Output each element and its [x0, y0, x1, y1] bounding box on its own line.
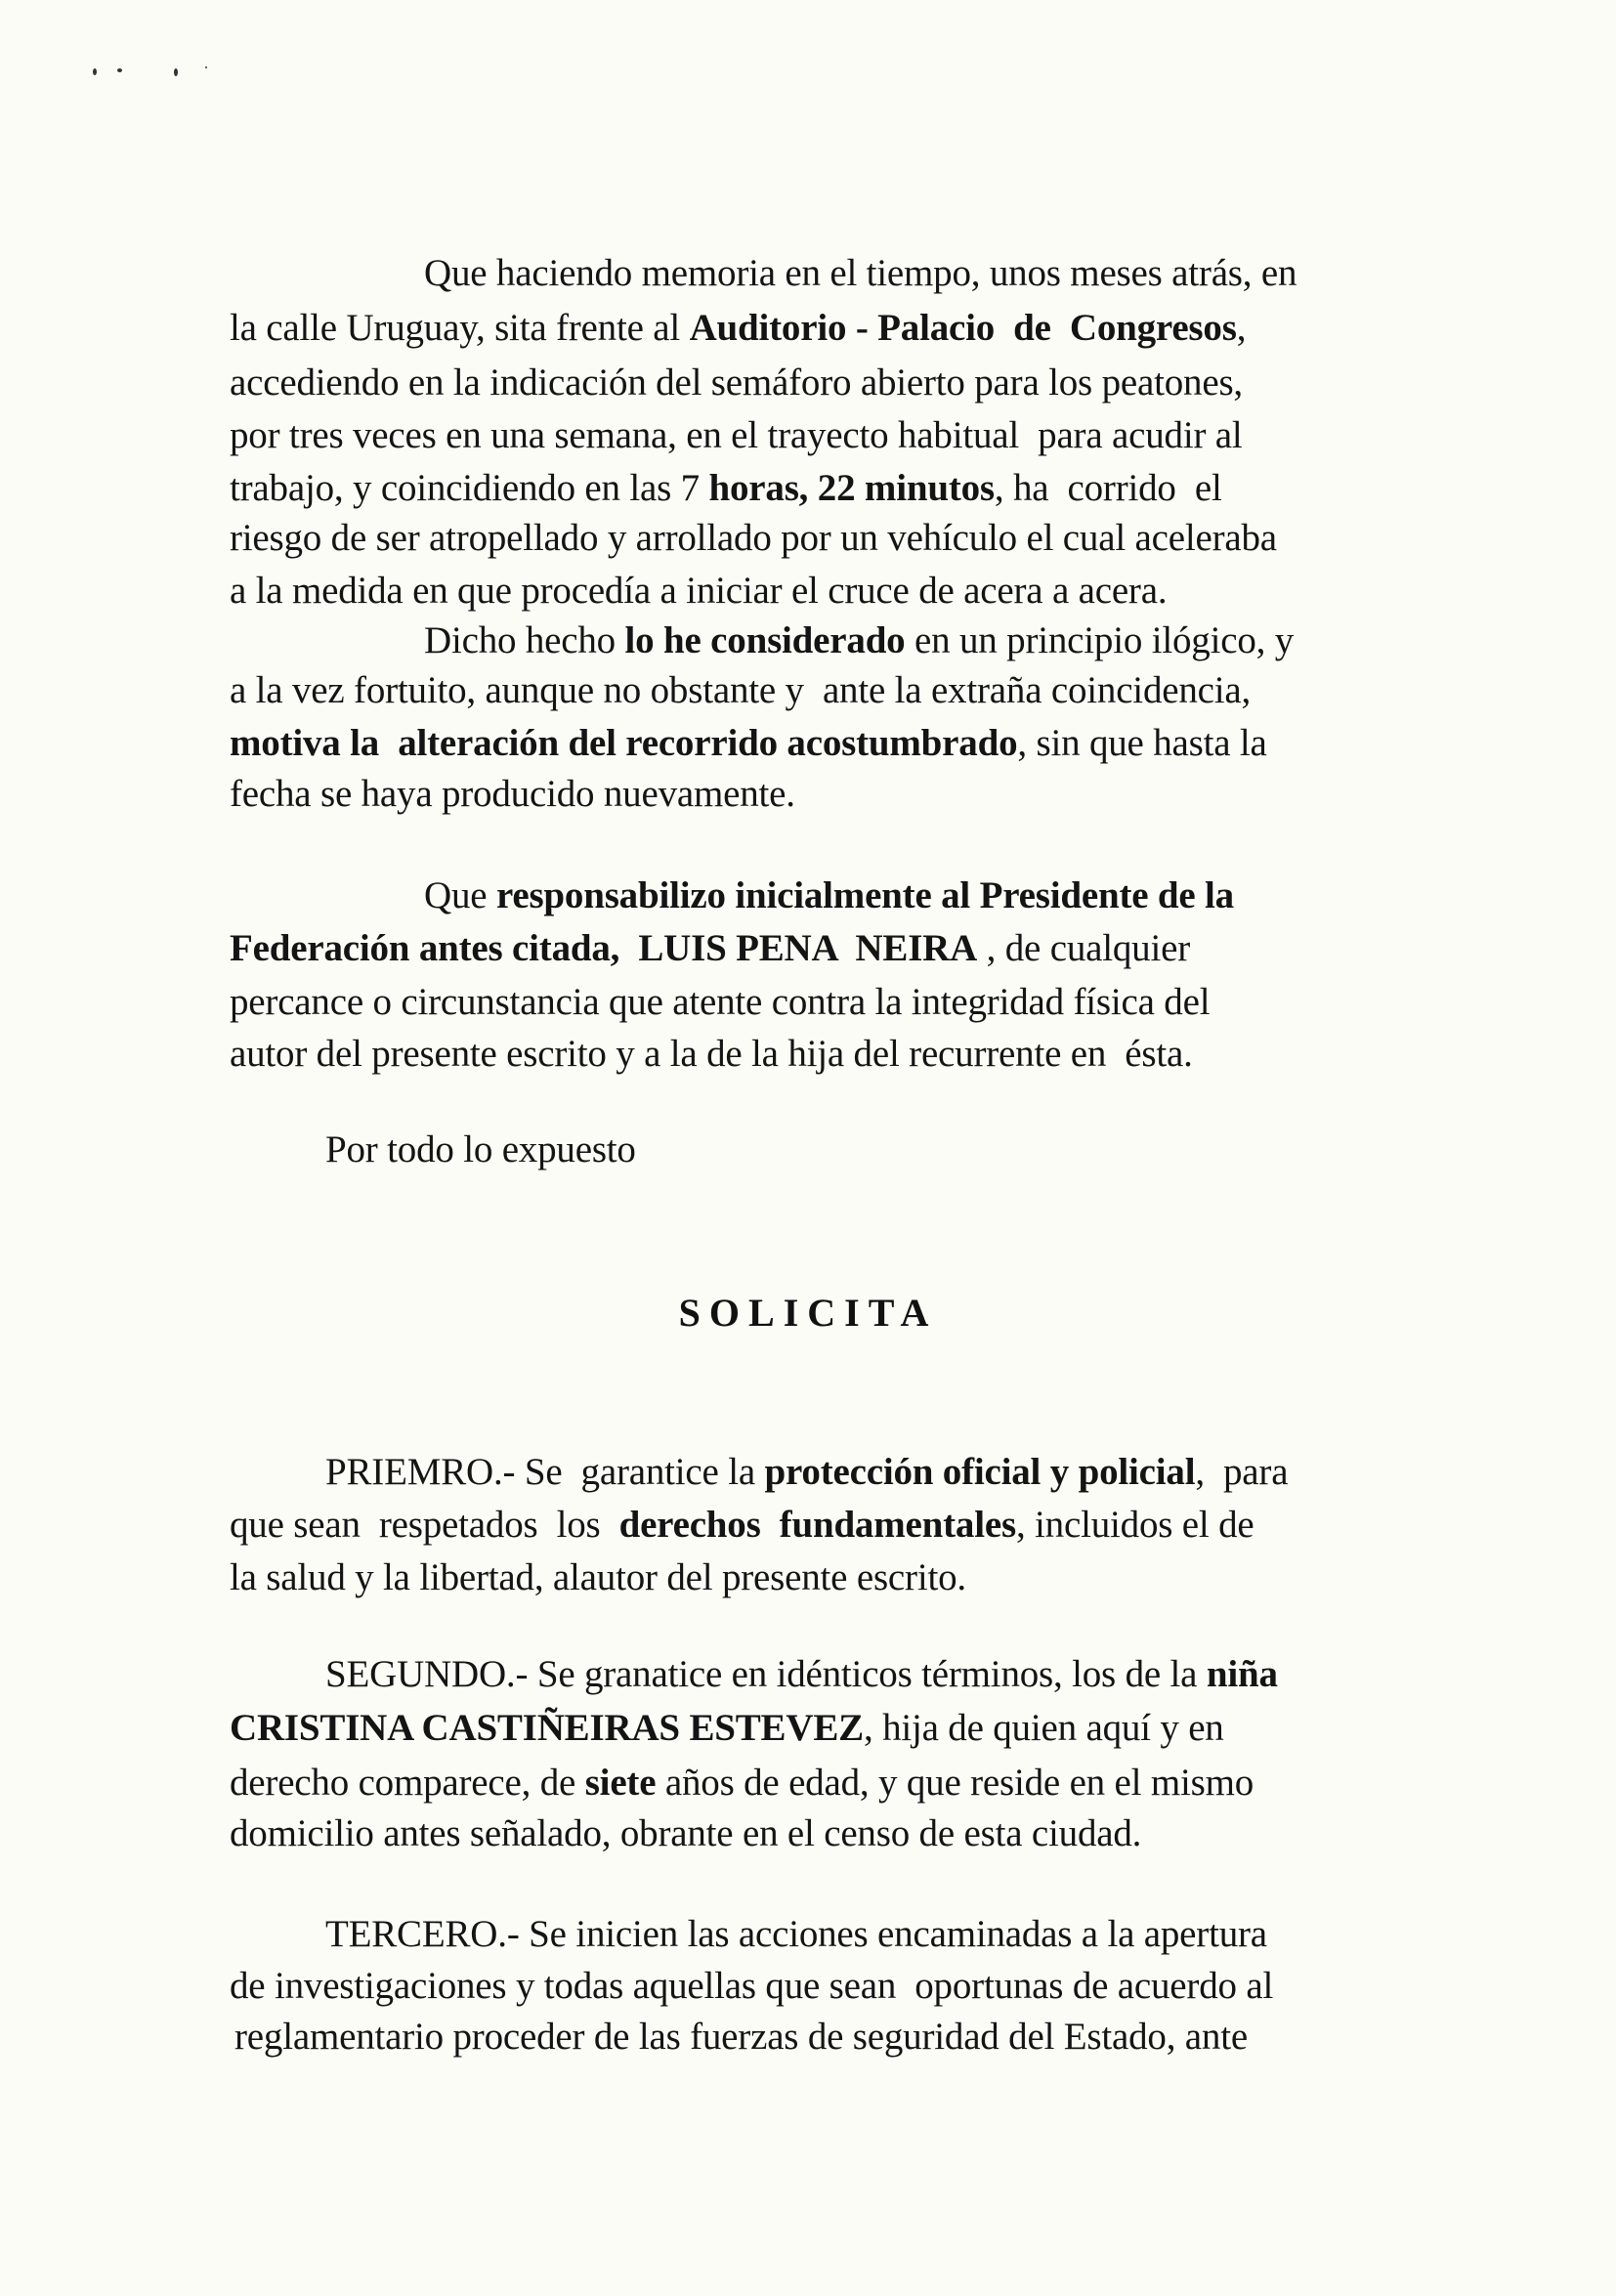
text-segment: domicilio antes señalado, obrante en el censo de esta ciudad.	[230, 1812, 1142, 1854]
text-segment: a la vez fortuito, aunque no obstante y ante la extraña coincidencia,	[230, 669, 1252, 711]
bold-text: Auditorio - Palacio de Congresos	[689, 307, 1237, 349]
text-line	[230, 1811, 1141, 1856]
text-line	[230, 926, 1190, 971]
text-segment: a la medida en que procedía a iniciar el cruce de acera a acera.	[230, 570, 1168, 612]
text-segment: , ha corrido el	[994, 467, 1222, 509]
text-segment: PRIEMRO.- Se garantice la	[325, 1451, 765, 1493]
text-segment: , sin que hasta la	[1017, 722, 1267, 764]
text-segment: riesgo de ser atropellado y arrollado por un vehículo el cual aceleraba	[230, 517, 1277, 559]
text-segment: ,	[1236, 307, 1247, 349]
text-segment: reglamentario proceder de las fuerzas de seguridad del Estado, ante	[234, 2016, 1248, 2058]
text-line	[230, 413, 1243, 458]
bold-text: CRISTINA CASTIÑEIRAS ESTEVEZ	[230, 1707, 864, 1749]
scan-speck	[174, 68, 178, 76]
text-line	[424, 873, 1234, 918]
text-line	[230, 306, 1246, 351]
text-line	[230, 1761, 1254, 1806]
scan-speck	[205, 66, 207, 68]
text-line	[230, 772, 795, 817]
text-line	[424, 251, 1297, 296]
bold-text: niña	[1206, 1653, 1278, 1695]
text-segment: de investigaciones y todas aquellas que sean oportunas de acuerdo al	[230, 1965, 1274, 2007]
text-segment: , para	[1195, 1451, 1289, 1493]
bold-text: motiva la alteración del recorrido acostumbrado	[230, 722, 1018, 764]
text-segment: Que	[424, 874, 496, 916]
text-segment: autor del presente escrito y a la de la hija del recurrente en ésta.	[230, 1033, 1193, 1075]
text-segment: que sean respetados los	[230, 1504, 619, 1546]
scan-speck	[117, 68, 122, 72]
text-line	[230, 361, 1243, 405]
text-segment: en un principio ilógico, y	[905, 619, 1295, 661]
text-segment: derecho comparece, de	[230, 1762, 585, 1804]
bold-text: siete	[584, 1762, 657, 1804]
text-line	[230, 721, 1267, 766]
text-line	[230, 1032, 1193, 1077]
text-segment: años de edad, y que reside en el mismo	[656, 1762, 1255, 1804]
text-line	[325, 1912, 1267, 1957]
text-line	[230, 569, 1167, 614]
text-line	[325, 1450, 1288, 1495]
text-segment: percance o circunstancia que atente contra la integridad física del	[230, 981, 1211, 1023]
text-segment: fecha se haya producido nuevamente.	[230, 773, 795, 815]
text-segment: Que haciendo memoria en el tiempo, unos meses atrás, en	[424, 252, 1297, 294]
text-segment: accediendo en la indicación del semáforo abierto para los peatones,	[230, 361, 1243, 404]
text-line	[230, 466, 1222, 511]
text-segment: trabajo, y coincidiendo en las 7	[230, 467, 709, 509]
bold-text: lo he considerado	[624, 619, 906, 661]
solicita-heading: SOLICITA	[678, 1291, 938, 1335]
text-segment: TERCERO.- Se inicien las acciones encaminadas a la apertura	[325, 1913, 1267, 1955]
text-segment: Por todo lo expuesto	[325, 1128, 636, 1170]
text-segment: , incluidos el de	[1015, 1504, 1255, 1546]
text-line	[325, 1127, 636, 1172]
text-line	[230, 1706, 1224, 1751]
text-line	[234, 2015, 1248, 2060]
bold-text: Federación antes citada, LUIS PENA NEIRA	[230, 927, 978, 969]
text-segment: la calle Uruguay, sita frente al	[230, 307, 690, 349]
text-segment: SEGUNDO.- Se granatice en idénticos términos, los de la	[325, 1653, 1207, 1695]
text-segment: por tres veces en una semana, en el trayecto habitual para acudir al	[230, 414, 1243, 456]
scan-speck	[93, 68, 97, 75]
bold-text: derechos fundamentales	[618, 1504, 1016, 1546]
text-segment: Dicho hecho	[424, 619, 625, 661]
bold-text: responsabilizo inicialmente al Presidente de la	[495, 874, 1234, 916]
text-line	[230, 1503, 1255, 1548]
text-line	[230, 516, 1277, 561]
text-line	[230, 1964, 1273, 2009]
text-line	[230, 668, 1251, 713]
text-segment: , de cualquier	[977, 927, 1191, 969]
text-line	[230, 1555, 966, 1600]
bold-text: protección oficial y policial	[764, 1451, 1196, 1493]
text-line	[325, 1652, 1278, 1697]
text-line	[230, 980, 1210, 1025]
text-segment: , hija de quien aquí y en	[863, 1707, 1224, 1749]
bold-text: horas, 22 minutos	[708, 467, 995, 509]
text-segment: la salud y la libertad, alautor del presente escrito.	[230, 1556, 966, 1598]
text-line	[424, 618, 1294, 663]
